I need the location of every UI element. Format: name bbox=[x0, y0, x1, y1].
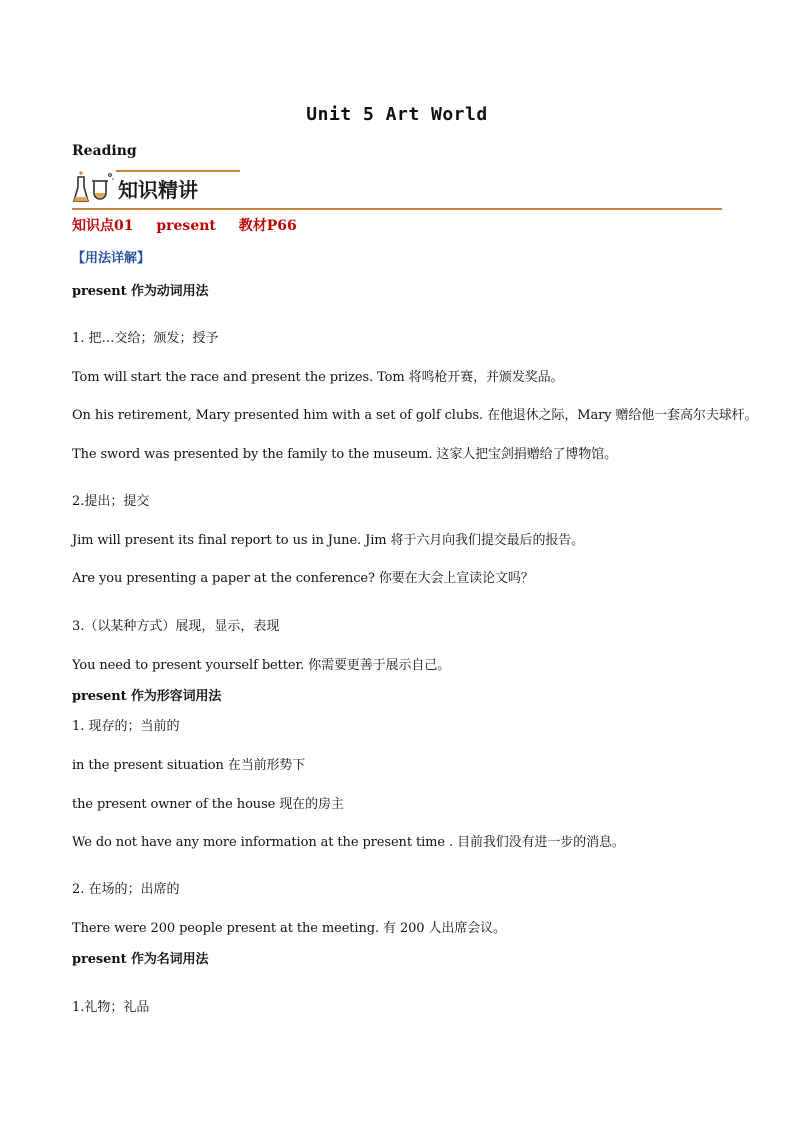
example-sentence: You need to present yourself better. 你需要更善于展示自己。 bbox=[72, 658, 451, 673]
kp-label: 知识点01 bbox=[72, 218, 134, 234]
verb-sense-2: 2.提出；提交 bbox=[72, 494, 150, 509]
example-sentence: On his retirement, Mary presented him with a set of golf clubs. 在他退休之际，Mary 赠给他一套高尔夫球杆。 bbox=[72, 408, 758, 423]
example-phrase: the present owner of the house 现在的房主 bbox=[72, 797, 344, 812]
noun-sense-1: 1.礼物；礼品 bbox=[72, 1000, 150, 1015]
knowledge-point-heading bbox=[72, 215, 315, 235]
adjective-sense-2: 2. 在场的；出席的 bbox=[72, 882, 180, 897]
example-sentence: There were 200 people present at the meeting. 有 200 人出席会议。 bbox=[72, 921, 506, 936]
kp-source: 教材P66 bbox=[238, 218, 297, 234]
verb-sense-3: 3.（以某种方式）展现，显示，表现 bbox=[72, 619, 280, 634]
banner-underline bbox=[72, 208, 722, 210]
example-sentence: Tom will start the race and present the prizes. Tom 将鸣枪开赛，并颁发奖品。 bbox=[72, 370, 564, 385]
verb-sense-1: 1. 把…交给；颁发；授予 bbox=[72, 331, 219, 346]
banner-top-rule bbox=[116, 170, 240, 172]
kp-word: present bbox=[156, 218, 216, 234]
example-phrase: in the present situation 在当前形势下 bbox=[72, 758, 306, 773]
example-sentence: We do not have any more information at the present time . 目前我们没有进一步的消息。 bbox=[72, 835, 625, 850]
section-banner bbox=[72, 165, 722, 210]
example-sentence: The sword was presented by the family to the museum. 这家人把宝剑捐赠给了博物馆。 bbox=[72, 447, 618, 462]
usage-heading: 【用法详解】 bbox=[72, 251, 151, 266]
example-sentence: Are you presenting a paper at the conference? 你要在大会上宣读论文吗？ bbox=[72, 571, 534, 586]
lab-flask-icon bbox=[72, 169, 116, 207]
adjective-sense-1: 1. 现存的；当前的 bbox=[72, 719, 180, 734]
adjective-heading: present 作为形容词用法 bbox=[72, 689, 222, 704]
noun-heading: present 作为名词用法 bbox=[72, 952, 209, 967]
section-heading: Reading bbox=[72, 143, 137, 159]
banner-title: 知识精讲 bbox=[118, 178, 198, 202]
page-title: Unit 5 Art World bbox=[306, 104, 488, 125]
example-sentence: Jim will present its final report to us in June. Jim 将于六月向我们提交最后的报告。 bbox=[72, 533, 585, 548]
verb-heading: present 作为动词用法 bbox=[72, 284, 209, 299]
